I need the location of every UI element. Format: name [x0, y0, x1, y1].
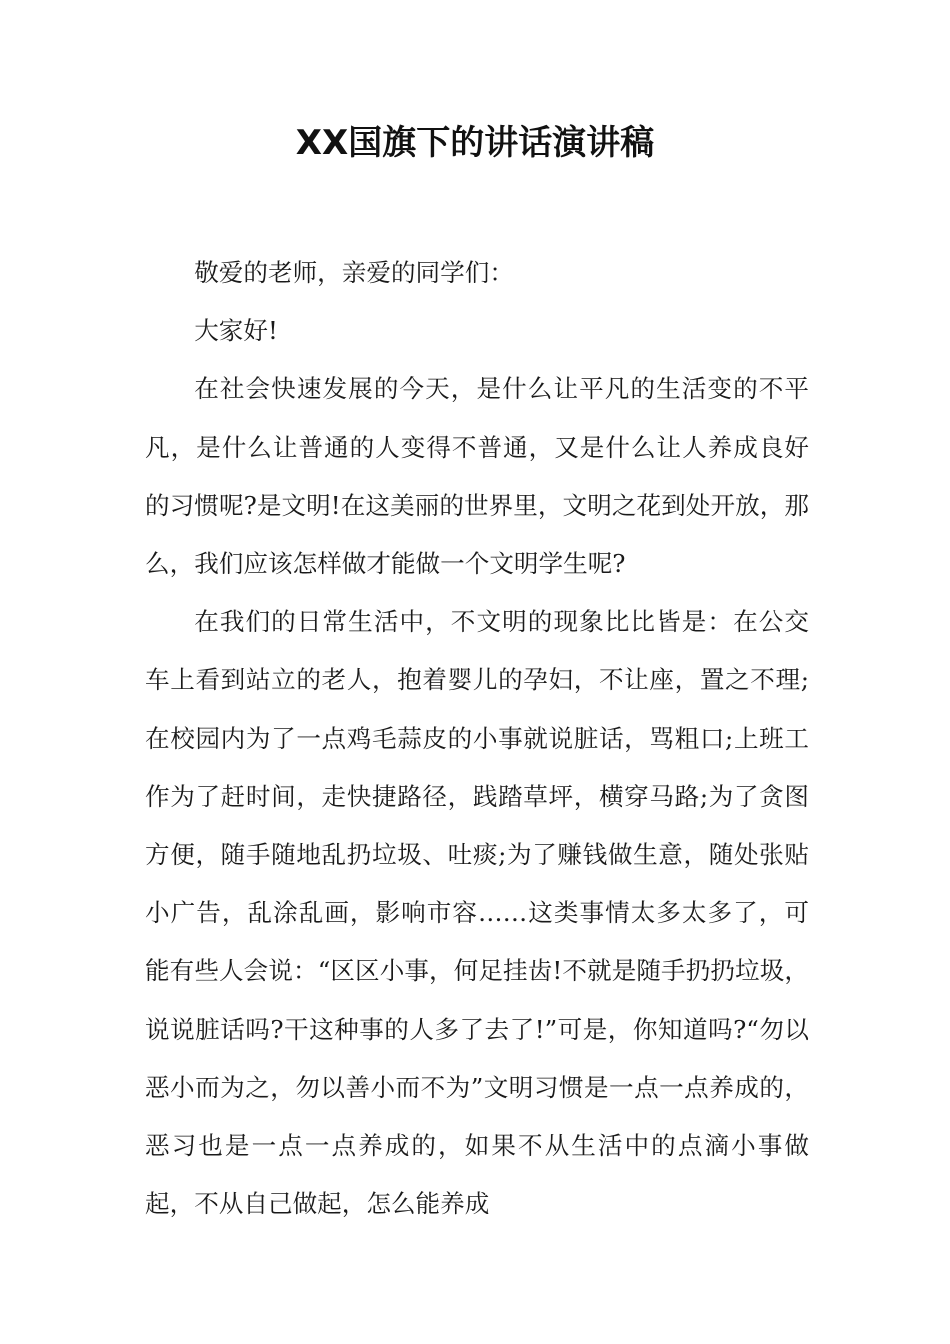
- paragraph-salutation: 敬爱的老师，亲爱的同学们：: [194, 258, 514, 287]
- paragraph-greeting: 大家好!: [194, 316, 278, 346]
- paragraph-intro: 在社会快速发展的今天，是什么让平凡的生活变的不平凡，是什么让普通的人变得不普通，又是什么让人养成良好的习惯呢?是文明!在这美丽的世界里，文明之花到处开放，那么，我们应该怎样做才能做一个文明学生呢?: [145, 374, 809, 579]
- document-title: XX国旗下的讲话演讲稿: [295, 123, 655, 163]
- document-body: [145, 244, 809, 1233]
- paragraph-body: 在我们的日常生活中，不文明的现象比比皆是：在公交车上看到站立的老人，抱着婴儿的孕妇，不让座，置之不理;在校园内为了一点鸡毛蒜皮的小事就说脏话，骂粗口;上班工作为了赶时间，走快捷路径，践踏草坪，横穿马路;为了贪图方便，随手随地乱扔垃圾、吐痰;为了赚钱做生意，随处张贴小广告，乱涂乱画，影响市容……这类事情太多太多了，可能有些人会说：“区区小事，何足挂齿!不就是随手扔扔垃圾，说说脏话吗?干这种事的人多了去了!”可是，你知道吗?“勿以恶小而为之，勿以善小而不为”文明习惯是一点一点养成的，恶习也是一点一点养成的，如果不从生活中的点滴小事做起，不从自己做起，怎么能养成: [145, 607, 809, 1219]
